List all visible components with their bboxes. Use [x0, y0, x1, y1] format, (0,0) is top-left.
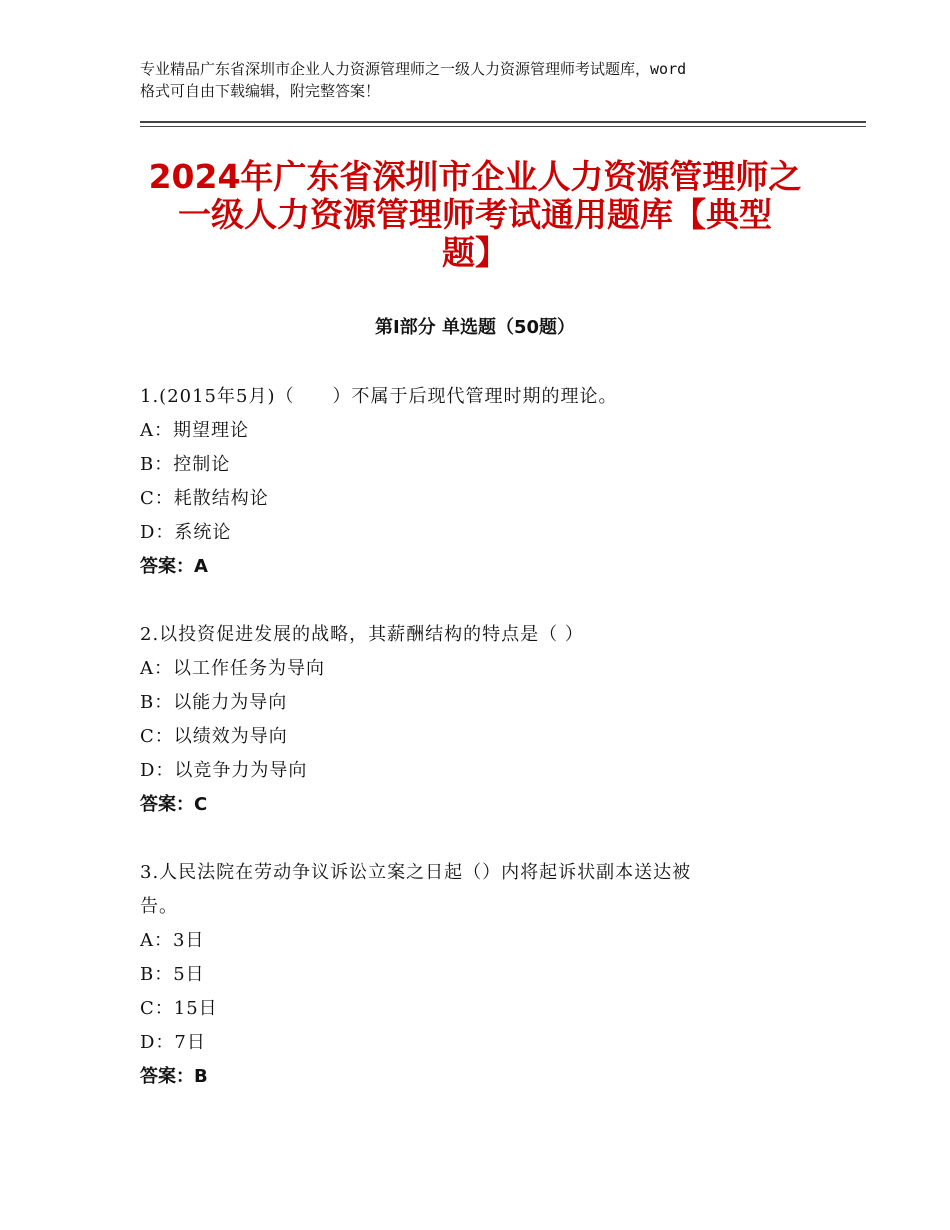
header-rule-thick: [140, 121, 866, 123]
option-a: A：以工作任务为导向: [140, 658, 325, 679]
header-rule-thin: [140, 126, 866, 127]
question-3: [140, 860, 820, 1098]
answer-label: 答案：C: [140, 794, 208, 815]
option-b: B：5日: [140, 964, 205, 985]
question-stem: 1.(2015年5月)（ ）不属于后现代管理时期的理论。: [140, 386, 618, 407]
header-note-line: 专业精品广东省深圳市企业人力资源管理师之一级人力资源管理师考试题库，word: [140, 60, 687, 78]
question-stem: 2.以投资促进发展的战略，其薪酬结构的特点是（ ）: [140, 624, 584, 645]
answer-label: 答案：A: [140, 556, 208, 577]
answer-label: 答案：B: [140, 1066, 208, 1087]
question-1: [140, 384, 820, 588]
option-d: D：以竞争力为导向: [140, 760, 308, 781]
question-stem: 3.人民法院在劳动争议诉讼立案之日起（）内将起诉状副本送达被: [140, 862, 692, 883]
header-note-line: 格式可自由下载编辑，附完整答案！: [140, 82, 381, 100]
option-d: D：系统论: [140, 522, 232, 543]
title-line: 题】: [442, 233, 508, 272]
header-note: [140, 58, 830, 102]
question-stem-continued: 告。: [140, 896, 178, 917]
option-a: A：3日: [140, 930, 205, 951]
option-c: C：15日: [140, 998, 218, 1019]
title-line: 一级人力资源管理师考试通用题库【典型: [178, 195, 772, 234]
document-title: [100, 158, 850, 272]
option-c: C：以绩效为导向: [140, 726, 288, 747]
option-b: B：以能力为导向: [140, 692, 288, 713]
option-d: D：7日: [140, 1032, 206, 1053]
title-line: 2024年广东省深圳市企业人力资源管理师之: [148, 157, 802, 196]
option-b: B：控制论: [140, 454, 231, 475]
option-a: A：期望理论: [140, 420, 249, 441]
option-c: C：耗散结构论: [140, 488, 269, 509]
question-2: [140, 622, 820, 826]
section-heading: 第Ⅰ部分 单选题（50题）: [374, 317, 575, 338]
